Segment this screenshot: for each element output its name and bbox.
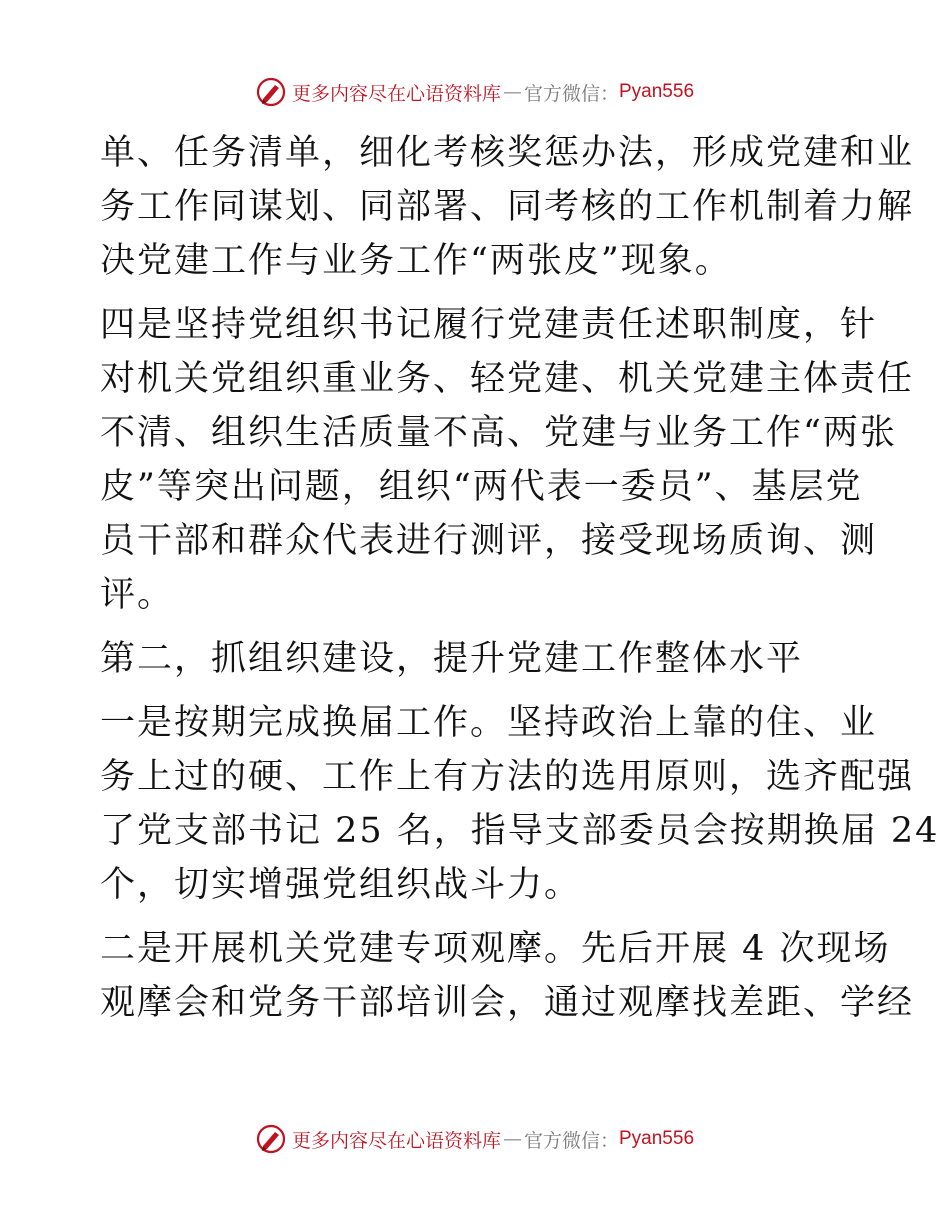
text-line: 评。 (100, 575, 175, 615)
text-line: 不清、组织生活质量不高、党建与业务工作“两张 (100, 413, 897, 453)
wechat-label: 官方微信： (523, 1129, 619, 1152)
wechat-id: Pyan556 (619, 81, 695, 102)
text-line: 观摩会和党务干部培训会，通过观摩找差距、学经 (100, 983, 915, 1023)
text-line: 一是按期完成换届工作。坚持政治上靠的住、业 (100, 703, 878, 743)
banner-text: 更多内容尽在心语资料库 (291, 82, 501, 105)
document-body (100, 126, 940, 1030)
paragraph (100, 298, 915, 622)
text-line: 务上过的硬、工作上有方法的选用原则，选齐配强 (100, 757, 915, 797)
text-line: 务工作同谋划、同部署、同考核的工作机制着力解 (100, 187, 915, 227)
paragraph (100, 126, 915, 288)
banner-text: 更多内容尽在心语资料库 (291, 1129, 501, 1152)
text-line: 第二，抓组织建设，提升党建工作整体水平 (100, 639, 804, 679)
banner-separator: — (502, 81, 522, 103)
text-line: 个，切实增强党组织战斗力。 (100, 865, 582, 905)
pen-logo-icon (256, 1124, 286, 1154)
banner-separator: — (502, 1128, 522, 1150)
wechat-id: Pyan556 (619, 1128, 695, 1149)
footer-banner (0, 1119, 950, 1159)
paragraph (100, 922, 915, 1030)
text-line: 单、任务清单，细化考核奖惩办法，形成党建和业 (100, 133, 915, 173)
text-line: 对机关党组织重业务、轻党建、机关党建主体责任 (100, 359, 915, 399)
paragraph (100, 696, 940, 912)
text-line: 员干部和群众代表进行测评，接受现场质询、测 (100, 521, 878, 561)
header-banner (0, 72, 950, 112)
text-line: 四是坚持党组织书记履行党建责任述职制度，针 (100, 305, 878, 345)
text-line: 了党支部书记 25 名，指导支部委员会按期换届 24 (100, 811, 940, 851)
text-line: 皮”等突出问题，组织“两代表一委员”、基层党 (100, 467, 863, 507)
wechat-label: 官方微信： (523, 82, 619, 105)
pen-logo-icon (256, 77, 286, 107)
section-heading (100, 632, 850, 686)
text-line: 决党建工作与业务工作“两张皮”现象。 (100, 241, 732, 281)
text-line: 二是开展机关党建专项观摩。先后开展 4 次现场 (100, 929, 891, 969)
